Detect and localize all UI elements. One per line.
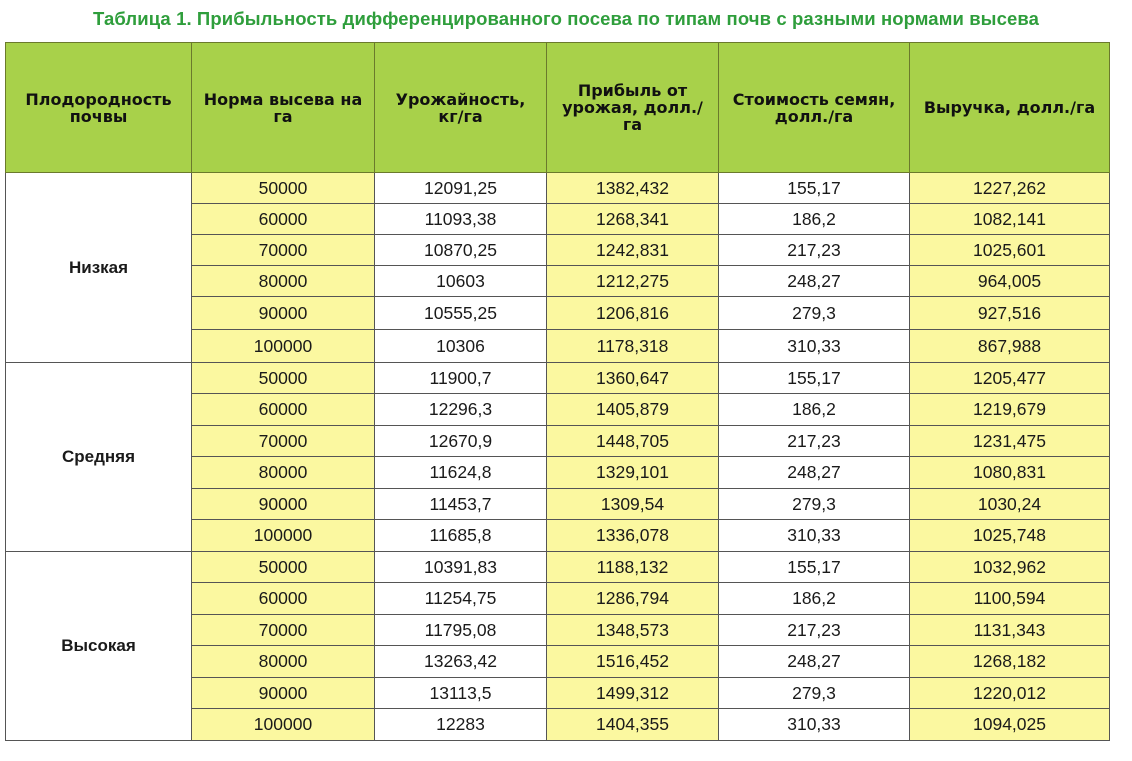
seeding-rate-cell: 100000: [192, 709, 375, 741]
seeding-rate-cell: 50000: [192, 552, 375, 583]
seed-cost-cell: 186,2: [719, 394, 910, 426]
seed-cost-cell: 248,27: [719, 266, 910, 297]
crop-profit-cell: 1499,312: [547, 678, 719, 709]
yield-cell: 10306: [375, 330, 547, 363]
yield-cell: 11795,08: [375, 615, 547, 646]
seed-cost-cell: 217,23: [719, 426, 910, 457]
fertility-cell: Низкая: [6, 173, 192, 363]
crop-profit-cell: 1309,54: [547, 489, 719, 520]
revenue-cell: 1220,012: [910, 678, 1110, 709]
seed-cost-cell: 310,33: [719, 330, 910, 363]
seeding-rate-cell: 60000: [192, 583, 375, 615]
revenue-cell: 1025,748: [910, 520, 1110, 552]
revenue-cell: 1094,025: [910, 709, 1110, 741]
revenue-cell: 1227,262: [910, 173, 1110, 204]
revenue-cell: 1080,831: [910, 457, 1110, 489]
fertility-cell: Высокая: [6, 552, 192, 741]
revenue-cell: 1131,343: [910, 615, 1110, 646]
yield-cell: 11685,8: [375, 520, 547, 552]
yield-cell: 12283: [375, 709, 547, 741]
seeding-rate-cell: 100000: [192, 520, 375, 552]
yield-cell: 10870,25: [375, 235, 547, 266]
profitability-table: [5, 42, 1110, 741]
yield-cell: 10391,83: [375, 552, 547, 583]
yield-cell: 13113,5: [375, 678, 547, 709]
seeding-rate-cell: 90000: [192, 297, 375, 330]
seed-cost-cell: 217,23: [719, 615, 910, 646]
revenue-cell: 927,516: [910, 297, 1110, 330]
table-title: Таблица 1. Прибыльность дифференцированного посева по типам почв с разными нормами высева: [93, 8, 1039, 29]
seed-cost-cell: 279,3: [719, 297, 910, 330]
table-row: [6, 552, 1110, 583]
revenue-cell: 1268,182: [910, 646, 1110, 678]
crop-profit-cell: 1448,705: [547, 426, 719, 457]
header-seeding-rate: Норма высева на га: [192, 43, 375, 173]
yield-cell: 13263,42: [375, 646, 547, 678]
crop-profit-cell: 1188,132: [547, 552, 719, 583]
header-crop-profit: Прибыль от урожая, долл./га: [547, 43, 719, 173]
crop-profit-cell: 1286,794: [547, 583, 719, 615]
seed-cost-cell: 155,17: [719, 552, 910, 583]
seeding-rate-cell: 60000: [192, 204, 375, 235]
crop-profit-cell: 1348,573: [547, 615, 719, 646]
revenue-cell: 1219,679: [910, 394, 1110, 426]
crop-profit-cell: 1206,816: [547, 297, 719, 330]
header-row: [6, 43, 1110, 173]
seeding-rate-cell: 100000: [192, 330, 375, 363]
yield-cell: 12296,3: [375, 394, 547, 426]
revenue-cell: 1205,477: [910, 363, 1110, 394]
seed-cost-cell: 248,27: [719, 457, 910, 489]
seeding-rate-cell: 80000: [192, 646, 375, 678]
revenue-cell: 1032,962: [910, 552, 1110, 583]
seeding-rate-cell: 80000: [192, 457, 375, 489]
crop-profit-cell: 1336,078: [547, 520, 719, 552]
header-seed-cost: Стоимость семян, долл./га: [719, 43, 910, 173]
seed-cost-cell: 279,3: [719, 489, 910, 520]
seeding-rate-cell: 90000: [192, 489, 375, 520]
crop-profit-cell: 1382,432: [547, 173, 719, 204]
crop-profit-cell: 1242,831: [547, 235, 719, 266]
seed-cost-cell: 279,3: [719, 678, 910, 709]
yield-cell: 12670,9: [375, 426, 547, 457]
table-row: [6, 363, 1110, 394]
crop-profit-cell: 1404,355: [547, 709, 719, 741]
crop-profit-cell: 1178,318: [547, 330, 719, 363]
seed-cost-cell: 155,17: [719, 363, 910, 394]
seed-cost-cell: 310,33: [719, 520, 910, 552]
crop-profit-cell: 1212,275: [547, 266, 719, 297]
crop-profit-cell: 1360,647: [547, 363, 719, 394]
seed-cost-cell: 248,27: [719, 646, 910, 678]
revenue-cell: 1025,601: [910, 235, 1110, 266]
crop-profit-cell: 1268,341: [547, 204, 719, 235]
seed-cost-cell: 217,23: [719, 235, 910, 266]
yield-cell: 11093,38: [375, 204, 547, 235]
yield-cell: 10603: [375, 266, 547, 297]
seed-cost-cell: 155,17: [719, 173, 910, 204]
seeding-rate-cell: 60000: [192, 394, 375, 426]
seeding-rate-cell: 70000: [192, 426, 375, 457]
fertility-cell: Средняя: [6, 363, 192, 552]
seeding-rate-cell: 80000: [192, 266, 375, 297]
header-revenue: Выручка, долл./га: [910, 43, 1110, 173]
seeding-rate-cell: 50000: [192, 363, 375, 394]
revenue-cell: 964,005: [910, 266, 1110, 297]
crop-profit-cell: 1405,879: [547, 394, 719, 426]
seeding-rate-cell: 70000: [192, 615, 375, 646]
seed-cost-cell: 186,2: [719, 583, 910, 615]
seeding-rate-cell: 50000: [192, 173, 375, 204]
crop-profit-cell: 1516,452: [547, 646, 719, 678]
yield-cell: 11624,8: [375, 457, 547, 489]
yield-cell: 11254,75: [375, 583, 547, 615]
seed-cost-cell: 186,2: [719, 204, 910, 235]
seeding-rate-cell: 70000: [192, 235, 375, 266]
revenue-cell: 1231,475: [910, 426, 1110, 457]
crop-profit-cell: 1329,101: [547, 457, 719, 489]
yield-cell: 11453,7: [375, 489, 547, 520]
revenue-cell: 1030,24: [910, 489, 1110, 520]
revenue-cell: 1082,141: [910, 204, 1110, 235]
seed-cost-cell: 310,33: [719, 709, 910, 741]
yield-cell: 10555,25: [375, 297, 547, 330]
yield-cell: 11900,7: [375, 363, 547, 394]
table-row: [6, 173, 1110, 204]
revenue-cell: 867,988: [910, 330, 1110, 363]
seeding-rate-cell: 90000: [192, 678, 375, 709]
header-fertility: Плодородность почвы: [6, 43, 192, 173]
header-yield: Урожайность, кг/га: [375, 43, 547, 173]
revenue-cell: 1100,594: [910, 583, 1110, 615]
yield-cell: 12091,25: [375, 173, 547, 204]
